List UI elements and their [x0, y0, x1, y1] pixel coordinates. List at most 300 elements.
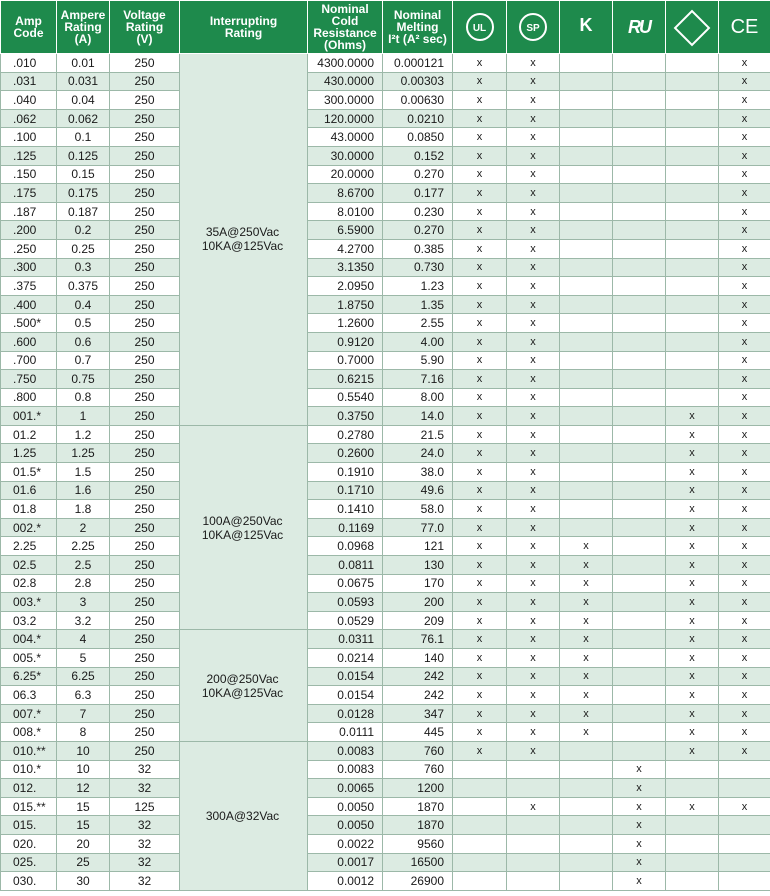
table-row: [1, 853, 770, 872]
voltage-cell: 250: [110, 221, 180, 240]
ru-mark-cell: [613, 407, 666, 426]
spec-table-body: [1, 54, 770, 891]
resistance-cell: 0.3750: [308, 407, 383, 426]
amp-code-cell: 020.: [1, 834, 57, 853]
kc-mark-cell: [560, 425, 613, 444]
amp-code-cell: .187: [1, 202, 57, 221]
resistance-cell: 0.7000: [308, 351, 383, 370]
ampere-cell: 2: [57, 518, 110, 537]
voltage-cell: 250: [110, 370, 180, 389]
ce-mark-cell: [719, 816, 770, 835]
csa-mark-cell: x: [507, 351, 560, 370]
kc-mark-cell: [560, 797, 613, 816]
pse-mark-cell: x: [666, 723, 719, 742]
ru-mark-cell: [613, 370, 666, 389]
csa-mark-cell: x: [507, 332, 560, 351]
amp-code-cell: 01.8: [1, 500, 57, 519]
pse-cert-header: [666, 1, 719, 54]
voltage-cell: 250: [110, 91, 180, 110]
voltage-cell: 250: [110, 165, 180, 184]
csa-mark-cell: x: [507, 797, 560, 816]
ru-mark-cell: [613, 314, 666, 333]
ul-mark-cell: x: [453, 184, 507, 203]
ce-mark-cell: x: [719, 797, 770, 816]
voltage-cell: 250: [110, 518, 180, 537]
ul-mark-cell: [453, 816, 507, 835]
ul-mark-cell: x: [453, 500, 507, 519]
voltage-cell: 250: [110, 686, 180, 705]
interrupting-rating-line: 100A@250Vac: [202, 513, 283, 528]
csa-mark-cell: x: [507, 481, 560, 500]
kc-mark-cell: x: [560, 704, 613, 723]
resistance-cell: 300.0000: [308, 91, 383, 110]
resistance-cell: 1.8750: [308, 295, 383, 314]
resistance-cell: 0.0017: [308, 853, 383, 872]
resistance-cell: 4300.0000: [308, 54, 383, 73]
ul-mark-cell: x: [453, 649, 507, 668]
ce-mark-cell: x: [719, 165, 770, 184]
ce-mark-cell: x: [719, 537, 770, 556]
table-row: [1, 704, 770, 723]
voltage-cell: 250: [110, 667, 180, 686]
kc-mark-cell: [560, 463, 613, 482]
ul-mark-cell: x: [453, 425, 507, 444]
pse-mark-cell: x: [666, 444, 719, 463]
voltage-cell: 32: [110, 853, 180, 872]
pse-mark-cell: [666, 202, 719, 221]
ce-mark-cell: x: [719, 388, 770, 407]
melting-cell: 2.55: [383, 314, 453, 333]
melting-cell: 0.0210: [383, 109, 453, 128]
ru-mark-cell: [613, 277, 666, 296]
csa-mark-cell: x: [507, 258, 560, 277]
melting-cell: 170: [383, 574, 453, 593]
table-row: [1, 165, 770, 184]
voltage-cell: 250: [110, 314, 180, 333]
interrupting-rating-cell: [180, 630, 308, 742]
csa-mark-cell: x: [507, 425, 560, 444]
amp-code-cell: .500*: [1, 314, 57, 333]
resistance-cell: 0.0811: [308, 556, 383, 575]
csa-mark-cell: x: [507, 314, 560, 333]
table-row: [1, 72, 770, 91]
amp-code-cell: 012.: [1, 779, 57, 798]
ce-mark-cell: x: [719, 221, 770, 240]
table-row: [1, 537, 770, 556]
ru-mark-cell: x: [613, 872, 666, 891]
ul-mark-cell: x: [453, 630, 507, 649]
pse-mark-cell: [666, 184, 719, 203]
table-row: [1, 611, 770, 630]
ru-mark-cell: [613, 128, 666, 147]
resistance-cell: 6.5900: [308, 221, 383, 240]
pse-mark-cell: x: [666, 556, 719, 575]
kc-mark-cell: [560, 370, 613, 389]
pse-mark-cell: x: [666, 463, 719, 482]
melting-cell: 16500: [383, 853, 453, 872]
ul-mark-cell: x: [453, 128, 507, 147]
kc-mark-cell: [560, 444, 613, 463]
pse-mark-cell: x: [666, 593, 719, 612]
ce-mark-cell: x: [719, 239, 770, 258]
csa-mark-cell: x: [507, 202, 560, 221]
resistance-cell: 3.1350: [308, 258, 383, 277]
pse-mark-cell: x: [666, 741, 719, 760]
amp-code-cell: .010: [1, 54, 57, 73]
kc-mark-cell: x: [560, 723, 613, 742]
resistance-cell: 0.0111: [308, 723, 383, 742]
ampere-cell: 8: [57, 723, 110, 742]
ce-mark-cell: x: [719, 314, 770, 333]
voltage-cell: 250: [110, 463, 180, 482]
resistance-cell: 120.0000: [308, 109, 383, 128]
ru-mark-cell: [613, 686, 666, 705]
kc-mark-cell: [560, 388, 613, 407]
cold-resistance-header: Nominal Cold Resistance (Ohms): [308, 1, 383, 54]
ce-mark-cell: [719, 760, 770, 779]
voltage-cell: 250: [110, 109, 180, 128]
csa-mark-cell: x: [507, 500, 560, 519]
csa-mark-cell: x: [507, 128, 560, 147]
table-row: [1, 649, 770, 668]
table-row: [1, 54, 770, 73]
ul-mark-cell: x: [453, 109, 507, 128]
kc-mark-cell: [560, 853, 613, 872]
kc-mark-cell: [560, 72, 613, 91]
amp-code-cell: 1.25: [1, 444, 57, 463]
amp-code-cell: .800: [1, 388, 57, 407]
amp-code-cell: 01.2: [1, 425, 57, 444]
voltage-cell: 250: [110, 556, 180, 575]
ru-mark-cell: [613, 574, 666, 593]
voltage-cell: 250: [110, 258, 180, 277]
ul-mark-cell: x: [453, 146, 507, 165]
pse-mark-cell: x: [666, 649, 719, 668]
ul-mark-cell: x: [453, 91, 507, 110]
ce-mark-cell: x: [719, 351, 770, 370]
table-row: [1, 351, 770, 370]
ul-mark-cell: x: [453, 258, 507, 277]
table-row: [1, 834, 770, 853]
ul-mark-cell: [453, 779, 507, 798]
melting-cell: 58.0: [383, 500, 453, 519]
ce-mark-cell: x: [719, 72, 770, 91]
table-row: [1, 258, 770, 277]
ul-mark-cell: x: [453, 481, 507, 500]
ce-mark-cell: [719, 872, 770, 891]
resistance-cell: 20.0000: [308, 165, 383, 184]
pse-mark-cell: [666, 332, 719, 351]
resistance-cell: 2.0950: [308, 277, 383, 296]
ru-mark-cell: [613, 184, 666, 203]
ce-mark-cell: x: [719, 723, 770, 742]
melting-cell: 24.0: [383, 444, 453, 463]
ce-mark-cell: x: [719, 146, 770, 165]
pse-mark-cell: x: [666, 574, 719, 593]
ce-mark-cell: x: [719, 258, 770, 277]
ampere-cell: 0.4: [57, 295, 110, 314]
pse-mark-cell: [666, 388, 719, 407]
ul-mark-cell: x: [453, 593, 507, 612]
ul-mark-cell: x: [453, 444, 507, 463]
amp-code-cell: .200: [1, 221, 57, 240]
ampere-cell: 2.5: [57, 556, 110, 575]
ru-mark-cell: [613, 221, 666, 240]
ru-mark-cell: [613, 481, 666, 500]
pse-mark-cell: [666, 816, 719, 835]
ru-mark-cell: [613, 500, 666, 519]
ru-mark-cell: [613, 165, 666, 184]
interrupting-rating-line: 10KA@125Vac: [201, 239, 284, 254]
resistance-cell: 0.1910: [308, 463, 383, 482]
amp-code-cell: .700: [1, 351, 57, 370]
pse-mark-cell: x: [666, 630, 719, 649]
ul-mark-cell: x: [453, 611, 507, 630]
ampere-cell: 0.2: [57, 221, 110, 240]
ce-mark-cell: x: [719, 54, 770, 73]
voltage-cell: 250: [110, 202, 180, 221]
voltage-cell: 250: [110, 295, 180, 314]
ru-mark-cell: [613, 723, 666, 742]
table-row: [1, 444, 770, 463]
ce-mark-cell: x: [719, 295, 770, 314]
melting-cell: 1.23: [383, 277, 453, 296]
ru-mark-cell: [613, 72, 666, 91]
ce-mark-cell: x: [719, 593, 770, 612]
resistance-cell: 0.0083: [308, 741, 383, 760]
table-row: [1, 481, 770, 500]
ampere-cell: 0.375: [57, 277, 110, 296]
table-row: [1, 574, 770, 593]
pse-mark-cell: [666, 351, 719, 370]
resistance-cell: 0.0050: [308, 797, 383, 816]
melting-cell: 0.730: [383, 258, 453, 277]
voltage-cell: 250: [110, 425, 180, 444]
ampere-cell: 4: [57, 630, 110, 649]
ce-mark-cell: x: [719, 556, 770, 575]
ru-mark-cell: [613, 351, 666, 370]
ul-mark-cell: [453, 797, 507, 816]
ampere-cell: 0.175: [57, 184, 110, 203]
amp-code-cell: 01.6: [1, 481, 57, 500]
voltage-cell: 250: [110, 388, 180, 407]
table-row: [1, 723, 770, 742]
ru-mark-cell: x: [613, 834, 666, 853]
ampere-cell: 0.75: [57, 370, 110, 389]
ce-mark-cell: [719, 853, 770, 872]
melting-cell: 0.0850: [383, 128, 453, 147]
pse-mark-cell: [666, 853, 719, 872]
ce-mark-cell: x: [719, 425, 770, 444]
amp-code-cell: 02.8: [1, 574, 57, 593]
amp-code-cell: 003.*: [1, 593, 57, 612]
ul-mark-cell: x: [453, 723, 507, 742]
pse-mark-cell: [666, 165, 719, 184]
voltage-cell: 250: [110, 704, 180, 723]
resistance-cell: 0.0128: [308, 704, 383, 723]
melting-cell: 209: [383, 611, 453, 630]
ul-cert-header: [453, 1, 507, 54]
ru-mark-cell: [613, 109, 666, 128]
ru-mark-cell: x: [613, 779, 666, 798]
ampere-cell: 1.5: [57, 463, 110, 482]
voltage-cell: 250: [110, 444, 180, 463]
kc-mark-cell: [560, 277, 613, 296]
melting-cell: 1870: [383, 797, 453, 816]
melting-cell: 0.230: [383, 202, 453, 221]
ru-mark-cell: [613, 444, 666, 463]
resistance-cell: 1.2600: [308, 314, 383, 333]
ampere-cell: 30: [57, 872, 110, 891]
ce-mark-cell: x: [719, 91, 770, 110]
amp-code-cell: .031: [1, 72, 57, 91]
ampere-cell: 0.062: [57, 109, 110, 128]
ru-mark-cell: [613, 388, 666, 407]
table-row: [1, 91, 770, 110]
pse-mark-cell: [666, 277, 719, 296]
csa-mark-cell: x: [507, 295, 560, 314]
amp-code-cell: .125: [1, 146, 57, 165]
ce-mark-cell: x: [719, 481, 770, 500]
table-row: [1, 202, 770, 221]
melting-cell: 121: [383, 537, 453, 556]
csa-mark-cell: x: [507, 165, 560, 184]
melting-cell: 5.90: [383, 351, 453, 370]
kc-mark-cell: x: [560, 649, 613, 668]
ce-mark-cell: x: [719, 184, 770, 203]
ampere-cell: 0.04: [57, 91, 110, 110]
ampere-cell: 0.187: [57, 202, 110, 221]
melting-cell: 49.6: [383, 481, 453, 500]
pse-mark-cell: [666, 146, 719, 165]
ampere-cell: 0.031: [57, 72, 110, 91]
ru-mark-cell: [613, 54, 666, 73]
amp-code-header: Amp Code: [1, 1, 57, 54]
csa-mark-cell: x: [507, 109, 560, 128]
ampere-cell: 1.6: [57, 481, 110, 500]
ce-mark-cell: [719, 834, 770, 853]
ul-mark-cell: x: [453, 407, 507, 426]
kc-mark-cell: [560, 760, 613, 779]
amp-code-cell: .100: [1, 128, 57, 147]
ul-mark-cell: x: [453, 370, 507, 389]
table-row: [1, 425, 770, 444]
ce-mark-cell: x: [719, 649, 770, 668]
resistance-cell: 0.0050: [308, 816, 383, 835]
ampere-cell: 0.6: [57, 332, 110, 351]
melting-cell: 0.000121: [383, 54, 453, 73]
ru-mark-cell: [613, 518, 666, 537]
amp-code-cell: 015.**: [1, 797, 57, 816]
table-row: [1, 184, 770, 203]
voltage-cell: 250: [110, 481, 180, 500]
resistance-cell: 0.0675: [308, 574, 383, 593]
ru-mark-cell: x: [613, 853, 666, 872]
ru-cert-header: [613, 1, 666, 54]
ul-mark-cell: [453, 872, 507, 891]
csa-mark-cell: x: [507, 667, 560, 686]
amp-code-cell: 01.5*: [1, 463, 57, 482]
resistance-cell: 0.0154: [308, 686, 383, 705]
resistance-cell: 0.0311: [308, 630, 383, 649]
amp-code-cell: 03.2: [1, 611, 57, 630]
ru-mark-cell: [613, 630, 666, 649]
csa-mark-cell: x: [507, 556, 560, 575]
ul-icon: UL: [466, 13, 494, 41]
table-row: [1, 686, 770, 705]
csa-mark-cell: x: [507, 54, 560, 73]
interrupting-rating-cell: [180, 54, 308, 426]
melting-cell: 9560: [383, 834, 453, 853]
melting-cell: 21.5: [383, 425, 453, 444]
ru-mark-cell: x: [613, 797, 666, 816]
csa-mark-cell: [507, 779, 560, 798]
ce-mark-cell: x: [719, 109, 770, 128]
csa-mark-cell: x: [507, 444, 560, 463]
resistance-cell: 0.0154: [308, 667, 383, 686]
resistance-cell: 0.0065: [308, 779, 383, 798]
kc-mark-cell: x: [560, 556, 613, 575]
voltage-cell: 32: [110, 779, 180, 798]
table-row: [1, 128, 770, 147]
kc-mark-cell: [560, 202, 613, 221]
pse-mark-cell: x: [666, 518, 719, 537]
kc-mark-cell: [560, 146, 613, 165]
table-row: [1, 463, 770, 482]
amp-code-cell: .040: [1, 91, 57, 110]
csa-mark-cell: x: [507, 704, 560, 723]
amp-code-cell: .600: [1, 332, 57, 351]
csa-mark-cell: x: [507, 184, 560, 203]
kc-mark-cell: [560, 91, 613, 110]
voltage-cell: 250: [110, 72, 180, 91]
melting-cell: 0.270: [383, 165, 453, 184]
pse-mark-cell: x: [666, 407, 719, 426]
pse-mark-cell: [666, 221, 719, 240]
kc-icon: K: [579, 15, 593, 35]
csa-mark-cell: x: [507, 91, 560, 110]
ul-mark-cell: x: [453, 704, 507, 723]
resistance-cell: 0.0529: [308, 611, 383, 630]
resistance-cell: 0.0593: [308, 593, 383, 612]
amp-code-cell: 005.*: [1, 649, 57, 668]
pse-mark-cell: [666, 370, 719, 389]
interrupting-rating-line: 10KA@125Vac: [201, 685, 284, 700]
ampere-cell: 10: [57, 741, 110, 760]
ul-mark-cell: x: [453, 54, 507, 73]
pse-mark-cell: [666, 128, 719, 147]
csa-mark-cell: x: [507, 686, 560, 705]
ce-mark-cell: x: [719, 444, 770, 463]
melting-cell: 38.0: [383, 463, 453, 482]
ul-mark-cell: x: [453, 72, 507, 91]
ul-mark-cell: x: [453, 667, 507, 686]
pse-mark-cell: [666, 872, 719, 891]
ru-mark-cell: [613, 258, 666, 277]
interrupting-rating-line: 300A@32Vac: [205, 808, 280, 823]
csa-mark-cell: [507, 853, 560, 872]
melting-cell: 77.0: [383, 518, 453, 537]
melting-cell: 0.152: [383, 146, 453, 165]
melting-cell: 1870: [383, 816, 453, 835]
pse-mark-cell: [666, 314, 719, 333]
kc-mark-cell: [560, 221, 613, 240]
csa-mark-cell: x: [507, 518, 560, 537]
ce-mark-cell: x: [719, 611, 770, 630]
kc-mark-cell: [560, 258, 613, 277]
voltage-cell: 250: [110, 128, 180, 147]
kc-mark-cell: [560, 332, 613, 351]
